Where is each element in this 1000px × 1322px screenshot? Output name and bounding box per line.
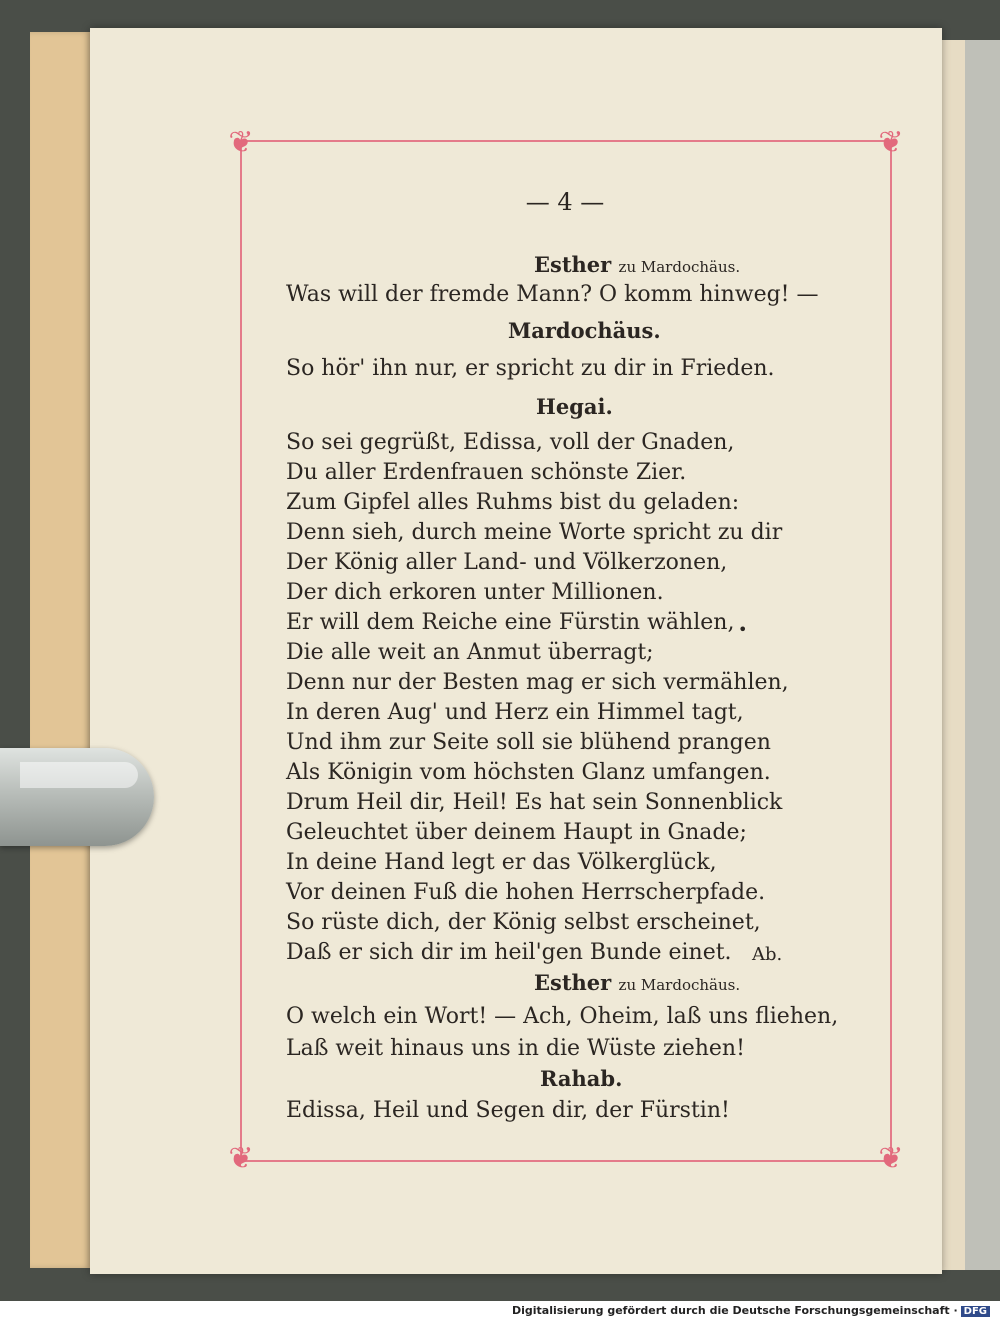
verse-line: Denn sieh, durch meine Worte spricht zu dir [286,520,783,545]
verse-line: Die alle weit an Anmut überragt; [286,640,654,665]
speaker-name [534,252,740,277]
speaker-name [536,394,613,419]
verse-line: O welch ein Wort! — Ach, Oheim, laß uns fliehen, [286,1004,839,1029]
digitization-credit: Digitalisierung gefördert durch die Deutsche Forschungsgemeinschaft · DFG [512,1304,990,1317]
stage-exit: Ab. [752,944,783,965]
speaker-name [540,1066,622,1091]
speaker-label: Rahab. [540,1066,623,1091]
verse-line: Der König aller Land- und Völkerzonen, [286,550,728,575]
verse-line: Vor deinen Fuß die hohen Herrscherpfade. [286,880,766,905]
verse-line: Und ihm zur Seite soll sie blühend prangen [286,730,771,755]
verse-line: Der dich erkoren unter Millionen. [286,580,664,605]
speaker-name [508,318,661,343]
corner-ornament-top-left: ❦ [228,125,254,160]
verse-line: Drum Heil dir, Heil! Es hat sein Sonnenblick [286,790,783,815]
corner-ornament-top-right: ❦ [878,125,904,160]
verse-line: So hör' ihn nur, er spricht zu dir in Frieden. [286,356,775,381]
verse-line: Edissa, Heil und Segen dir, der Fürstin! [286,1098,730,1123]
verse-line: In deine Hand legt er das Völkerglück, [286,850,717,875]
book-cover-left [30,32,92,1268]
speaker-name [534,970,740,995]
stage-direction: zu Mardochäus. [618,976,741,994]
stray-mark: • [738,620,748,639]
page-number: — 4 — [525,188,605,216]
book-cover-right [935,40,1000,1270]
verse-line: Zum Gipfel alles Ruhms bist du geladen: [286,490,740,515]
speaker-label: Esther [534,252,612,277]
speaker-label: Esther [534,970,612,995]
footer-strip [0,1301,1000,1322]
verse-line: Daß er sich dir im heil'gen Bunde einet. [286,940,732,965]
verse-line: Du aller Erdenfrauen schönste Zier. [286,460,687,485]
verse-line: Denn nur der Besten mag er sich vermählen, [286,670,789,695]
page-clip [0,748,154,846]
corner-ornament-bottom-left: ❦ [228,1141,254,1176]
verse-line: Laß weit hinaus uns in die Wüste ziehen! [286,1036,745,1061]
verse-line: Als Königin vom höchsten Glanz umfangen. [286,760,771,785]
dfg-logo: DFG [961,1306,990,1317]
speaker-label: Hegai. [536,394,613,419]
verse-line: Was will der fremde Mann? O komm hinweg! — [286,282,819,307]
verse-line: In deren Aug' und Herz ein Himmel tagt, [286,700,744,725]
verse-line: So rüste dich, der König selbst erscheinet, [286,910,761,935]
speaker-label: Mardochäus. [508,318,661,343]
corner-ornament-bottom-right: ❦ [878,1141,904,1176]
verse-line: Geleuchtet über deinem Haupt in Gnade; [286,820,747,845]
verse-line: Er will dem Reiche eine Fürstin wählen, [286,610,735,635]
verse-line: So sei gegrüßt, Edissa, voll der Gnaden, [286,430,735,455]
stage-direction: zu Mardochäus. [618,258,741,276]
